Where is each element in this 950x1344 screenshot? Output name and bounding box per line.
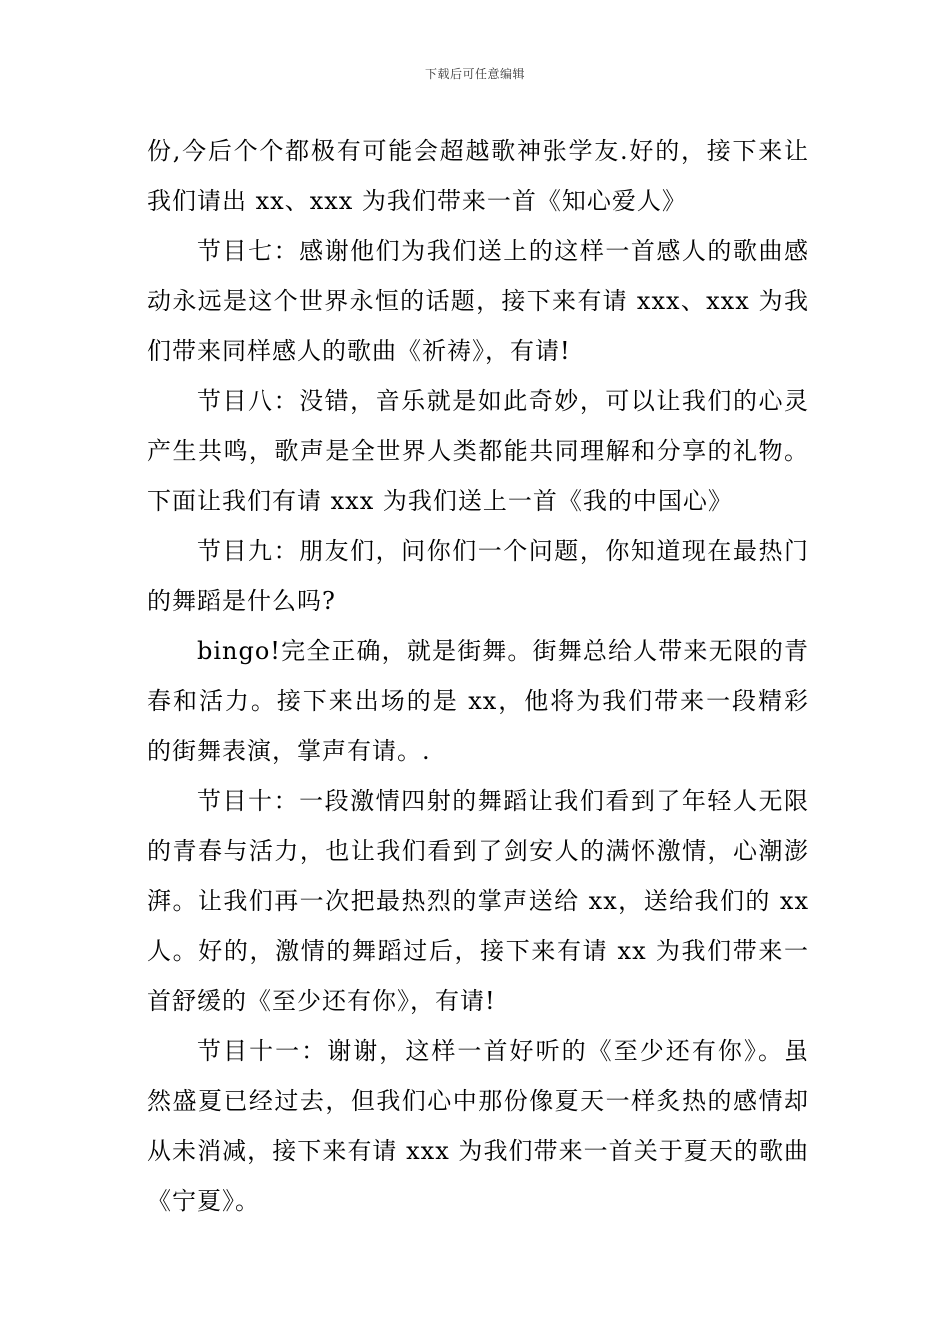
header-note: 下载后可任意编辑 [424, 67, 525, 81]
paragraph: bingo!完全正确，就是街舞。街舞总给人带来无限的青春和活力。接下来出场的是 xx，他将为我们带来一段精彩的街舞表演，掌声有请。. [147, 637, 809, 765]
paragraph: 节目八：没错，音乐就是如此奇妙，可以让我们的心灵产生共鸣，歌声是全世界人类都能共同理解和分享的礼物。下面让我们有请 xxx 为我们送上一首《我的中国心》 [147, 387, 809, 515]
paragraph: 节目七：感谢他们为我们送上的这样一首感人的歌曲感动永远是这个世界永恒的话题，接下来有请 xxx、xxx 为我们带来同样感人的歌曲《祈祷》，有请! [147, 237, 809, 365]
paragraph: 节目十一：谢谢，这样一首好听的《至少还有你》。虽然盛夏已经过去，但我们心中那份像夏天一样炙热的感情却从未消减，接下来有请 xxx 为我们带来一首关于夏天的歌曲《宁夏》。 [147, 1037, 809, 1215]
paragraph: 份,今后个个都极有可能会超越歌神张学友.好的，接下来让我们请出 xx、xxx 为我们带来一首《知心爱人》 [147, 137, 809, 215]
paragraph: 节目九：朋友们，问你们一个问题，你知道现在最热门的舞蹈是什么吗? [147, 537, 809, 615]
document-body [147, 126, 809, 1226]
paragraph: 节目十：一段激情四射的舞蹈让我们看到了年轻人无限的青春与活力，也让我们看到了剑安人的满怀激情，心潮澎湃。让我们再一次把最热烈的掌声送给 xx，送给我们的 xx 人。好的，激情的舞蹈过后，接下来有请 xx 为我们带来一首舒缓的《至少还有你》，有请! [147, 787, 809, 1015]
